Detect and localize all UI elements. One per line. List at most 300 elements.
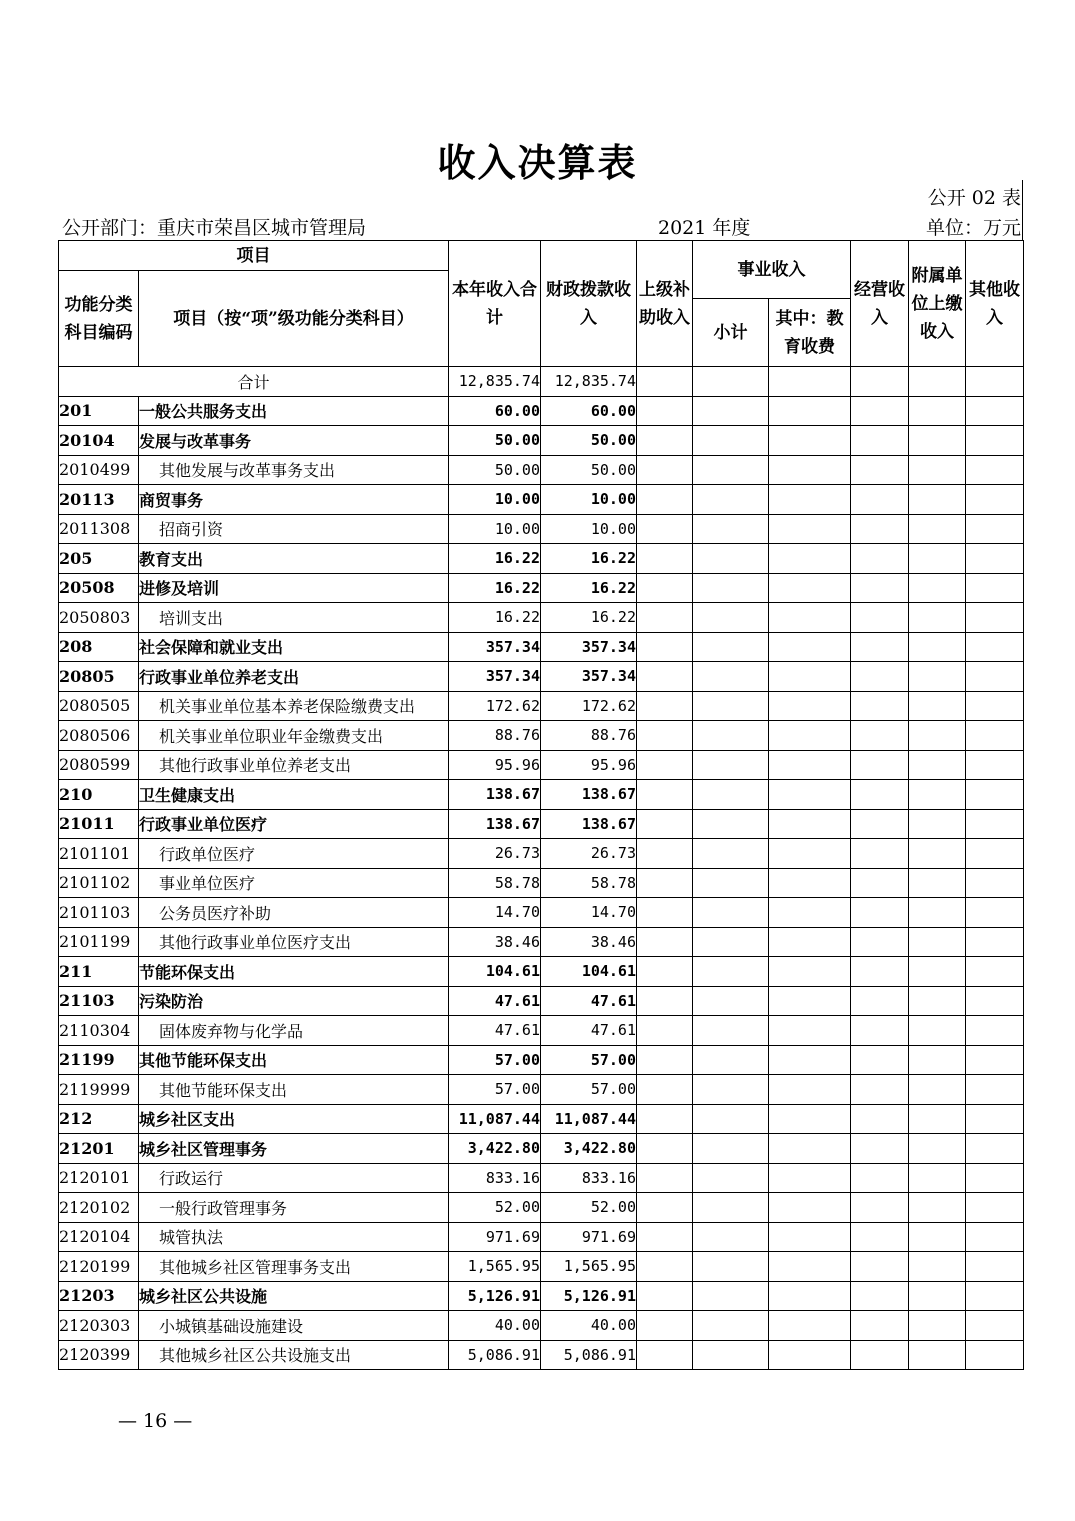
row-empty-cell xyxy=(909,1281,966,1311)
row-empty-cell xyxy=(693,1311,769,1341)
row-empty-cell xyxy=(693,603,769,633)
row-empty-cell xyxy=(637,514,693,544)
row-empty-cell xyxy=(909,750,966,780)
row-empty-cell xyxy=(693,1340,769,1370)
row-empty-cell xyxy=(851,1134,909,1164)
row-fiscal: 50.00 xyxy=(541,455,637,485)
table-row xyxy=(59,573,1024,603)
row-empty-cell xyxy=(966,1222,1024,1252)
row-empty-cell xyxy=(769,898,851,928)
row-name: 事业单位医疗 xyxy=(139,868,449,898)
row-code: 210 xyxy=(59,780,139,810)
row-fiscal: 95.96 xyxy=(541,750,637,780)
row-empty-cell xyxy=(769,396,851,426)
row-empty-cell xyxy=(851,455,909,485)
row-name: 其他节能环保支出 xyxy=(139,1075,449,1105)
row-empty-cell xyxy=(769,632,851,662)
row-empty-cell xyxy=(769,544,851,574)
row-empty-cell xyxy=(769,1045,851,1075)
row-code: 2010499 xyxy=(59,455,139,485)
total-label: 合计 xyxy=(59,367,449,397)
row-fiscal: 60.00 xyxy=(541,396,637,426)
row-code: 2101199 xyxy=(59,927,139,957)
row-fiscal: 1,565.95 xyxy=(541,1252,637,1282)
row-empty-cell xyxy=(693,868,769,898)
row-total: 172.62 xyxy=(449,691,541,721)
row-name: 商贸事务 xyxy=(139,485,449,515)
row-empty-cell xyxy=(637,1340,693,1370)
row-empty-cell xyxy=(637,721,693,751)
row-empty-cell xyxy=(769,426,851,456)
table-row xyxy=(59,1311,1024,1341)
row-empty-cell xyxy=(637,750,693,780)
row-empty-cell xyxy=(909,1016,966,1046)
row-empty-cell xyxy=(693,514,769,544)
row-empty-cell xyxy=(637,868,693,898)
row-name: 其他节能环保支出 xyxy=(139,1045,449,1075)
row-name: 其他行政事业单位医疗支出 xyxy=(139,927,449,957)
row-name: 城管执法 xyxy=(139,1222,449,1252)
row-empty-cell xyxy=(966,1016,1024,1046)
row-name: 节能环保支出 xyxy=(139,957,449,987)
row-empty-cell xyxy=(909,1311,966,1341)
row-empty-cell xyxy=(909,514,966,544)
header-fiscal: 财政拨款收入 xyxy=(541,241,637,367)
header-subtotal: 小计 xyxy=(693,299,769,367)
row-total: 58.78 xyxy=(449,868,541,898)
header-operating: 经营收入 xyxy=(851,241,909,367)
row-empty-cell xyxy=(909,603,966,633)
row-empty-cell xyxy=(769,927,851,957)
table-row xyxy=(59,927,1024,957)
row-empty-cell xyxy=(851,1104,909,1134)
row-code: 2119999 xyxy=(59,1075,139,1105)
row-code: 2110304 xyxy=(59,1016,139,1046)
row-name: 行政单位医疗 xyxy=(139,839,449,869)
row-fiscal: 16.22 xyxy=(541,603,637,633)
row-empty-cell xyxy=(909,957,966,987)
row-code: 20508 xyxy=(59,573,139,603)
row-total: 50.00 xyxy=(449,426,541,456)
row-empty-cell xyxy=(909,662,966,692)
row-empty-cell xyxy=(909,1340,966,1370)
row-empty-cell xyxy=(851,426,909,456)
row-empty-cell xyxy=(909,455,966,485)
row-name: 其他城乡社区管理事务支出 xyxy=(139,1252,449,1282)
row-empty-cell xyxy=(851,898,909,928)
row-total: 138.67 xyxy=(449,780,541,810)
row-code: 2120102 xyxy=(59,1193,139,1223)
row-empty-cell xyxy=(769,603,851,633)
table-row xyxy=(59,721,1024,751)
row-fiscal: 5,086.91 xyxy=(541,1340,637,1370)
row-empty-cell xyxy=(769,750,851,780)
row-total: 5,126.91 xyxy=(449,1281,541,1311)
row-empty-cell xyxy=(966,485,1024,515)
row-empty-cell xyxy=(851,868,909,898)
row-empty-cell xyxy=(851,1252,909,1282)
table-row xyxy=(59,1016,1024,1046)
table-row xyxy=(59,1163,1024,1193)
row-empty-cell xyxy=(693,750,769,780)
table-row xyxy=(59,603,1024,633)
row-empty-cell xyxy=(637,780,693,810)
row-fiscal: 357.34 xyxy=(541,662,637,692)
row-name: 行政事业单位养老支出 xyxy=(139,662,449,692)
row-code: 2080505 xyxy=(59,691,139,721)
row-empty-cell xyxy=(637,1075,693,1105)
row-empty-cell xyxy=(966,1193,1024,1223)
row-empty-cell xyxy=(966,1134,1024,1164)
table-row xyxy=(59,1045,1024,1075)
row-empty-cell xyxy=(851,1193,909,1223)
row-empty-cell xyxy=(966,573,1024,603)
row-empty-cell xyxy=(637,1104,693,1134)
row-empty-cell xyxy=(966,396,1024,426)
unit-label: 单位：万元 xyxy=(925,217,1021,239)
row-empty-cell xyxy=(637,839,693,869)
row-empty-cell xyxy=(851,750,909,780)
row-code: 20104 xyxy=(59,426,139,456)
row-empty-cell xyxy=(637,603,693,633)
row-empty-cell xyxy=(769,1252,851,1282)
row-name: 其他城乡社区公共设施支出 xyxy=(139,1340,449,1370)
row-name: 其他发展与改革事务支出 xyxy=(139,455,449,485)
row-empty-cell xyxy=(637,485,693,515)
row-fiscal: 10.00 xyxy=(541,514,637,544)
row-empty-cell xyxy=(966,632,1024,662)
row-name: 机关事业单位基本养老保险缴费支出 xyxy=(139,691,449,721)
row-fiscal: 58.78 xyxy=(541,868,637,898)
row-empty-cell xyxy=(909,544,966,574)
row-fiscal: 47.61 xyxy=(541,1016,637,1046)
row-empty-cell xyxy=(966,514,1024,544)
row-code: 21199 xyxy=(59,1045,139,1075)
row-total: 88.76 xyxy=(449,721,541,751)
row-fiscal: 138.67 xyxy=(541,780,637,810)
row-empty-cell xyxy=(693,455,769,485)
row-total: 47.61 xyxy=(449,1016,541,1046)
row-code: 21201 xyxy=(59,1134,139,1164)
row-total: 3,422.80 xyxy=(449,1134,541,1164)
row-total: 60.00 xyxy=(449,396,541,426)
row-empty-cell xyxy=(637,1045,693,1075)
row-fiscal: 50.00 xyxy=(541,426,637,456)
row-total: 11,087.44 xyxy=(449,1104,541,1134)
row-empty-cell xyxy=(637,957,693,987)
row-empty-cell xyxy=(693,780,769,810)
row-empty-cell xyxy=(637,544,693,574)
row-empty-cell xyxy=(637,898,693,928)
table-row xyxy=(59,809,1024,839)
row-empty-cell xyxy=(693,721,769,751)
row-code: 211 xyxy=(59,957,139,987)
row-total: 57.00 xyxy=(449,1045,541,1075)
row-empty-cell xyxy=(769,986,851,1016)
row-fiscal: 88.76 xyxy=(541,721,637,751)
row-code: 2120303 xyxy=(59,1311,139,1341)
row-empty-cell xyxy=(769,573,851,603)
row-empty-cell xyxy=(966,721,1024,751)
row-empty-cell xyxy=(769,1104,851,1134)
row-empty-cell xyxy=(966,957,1024,987)
row-name: 教育支出 xyxy=(139,544,449,574)
row-fiscal: 52.00 xyxy=(541,1193,637,1223)
row-total: 16.22 xyxy=(449,544,541,574)
row-name: 行政运行 xyxy=(139,1163,449,1193)
table-row xyxy=(59,1281,1024,1311)
row-empty-cell xyxy=(693,1163,769,1193)
row-empty-cell xyxy=(769,514,851,544)
row-name: 招商引资 xyxy=(139,514,449,544)
row-code: 21203 xyxy=(59,1281,139,1311)
row-empty-cell xyxy=(909,396,966,426)
row-empty-cell xyxy=(966,898,1024,928)
table-row xyxy=(59,1193,1024,1223)
header-education: 其中：教育收费 xyxy=(769,299,851,367)
row-code: 2050803 xyxy=(59,603,139,633)
row-empty-cell xyxy=(769,455,851,485)
income-table xyxy=(58,240,1024,1370)
row-fiscal: 5,126.91 xyxy=(541,1281,637,1311)
row-total: 50.00 xyxy=(449,455,541,485)
row-empty-cell xyxy=(769,1134,851,1164)
row-empty-cell xyxy=(637,1134,693,1164)
row-empty-cell xyxy=(693,544,769,574)
row-total: 16.22 xyxy=(449,573,541,603)
row-total: 1,565.95 xyxy=(449,1252,541,1282)
row-empty-cell xyxy=(851,839,909,869)
row-fiscal: 104.61 xyxy=(541,957,637,987)
row-name: 其他行政事业单位养老支出 xyxy=(139,750,449,780)
row-name: 进修及培训 xyxy=(139,573,449,603)
row-empty-cell xyxy=(637,662,693,692)
row-fiscal: 10.00 xyxy=(541,485,637,515)
row-total: 833.16 xyxy=(449,1163,541,1193)
row-empty-cell xyxy=(769,780,851,810)
row-empty-cell xyxy=(966,809,1024,839)
department-label: 公开部门：重庆市荣昌区城市管理局 xyxy=(62,217,367,239)
row-name: 城乡社区支出 xyxy=(139,1104,449,1134)
row-empty-cell xyxy=(693,1016,769,1046)
row-fiscal: 357.34 xyxy=(541,632,637,662)
row-code: 2120104 xyxy=(59,1222,139,1252)
row-fiscal: 3,422.80 xyxy=(541,1134,637,1164)
row-total: 357.34 xyxy=(449,632,541,662)
row-empty-cell xyxy=(966,780,1024,810)
row-code: 2080599 xyxy=(59,750,139,780)
row-empty-cell xyxy=(851,1075,909,1105)
row-name: 一般公共服务支出 xyxy=(139,396,449,426)
row-name: 社会保障和就业支出 xyxy=(139,632,449,662)
row-empty-cell xyxy=(909,868,966,898)
row-empty-cell xyxy=(851,957,909,987)
page-title: 收入决算表 xyxy=(437,140,638,185)
row-empty-cell xyxy=(909,1134,966,1164)
row-empty-cell xyxy=(769,721,851,751)
page-number: — 16 — xyxy=(118,1410,193,1432)
row-empty-cell xyxy=(769,662,851,692)
row-empty-cell xyxy=(693,898,769,928)
row-code: 20805 xyxy=(59,662,139,692)
table-row xyxy=(59,1340,1024,1370)
table-row xyxy=(59,839,1024,869)
header-total: 本年收入合计 xyxy=(449,241,541,367)
row-empty-cell xyxy=(909,691,966,721)
row-empty-cell xyxy=(909,1075,966,1105)
row-empty-cell xyxy=(693,573,769,603)
row-total: 5,086.91 xyxy=(449,1340,541,1370)
row-total: 10.00 xyxy=(449,514,541,544)
row-empty-cell xyxy=(851,1340,909,1370)
fiscal-year: 2021 年度 xyxy=(658,217,751,239)
row-empty-cell xyxy=(693,1104,769,1134)
row-empty-cell xyxy=(769,957,851,987)
row-name: 培训支出 xyxy=(139,603,449,633)
header-code: 功能分类科目编码 xyxy=(59,271,139,367)
row-empty-cell xyxy=(851,1163,909,1193)
row-empty-cell xyxy=(966,1252,1024,1282)
row-empty-cell xyxy=(637,1252,693,1282)
row-fiscal: 971.69 xyxy=(541,1222,637,1252)
row-fiscal: 40.00 xyxy=(541,1311,637,1341)
table-row xyxy=(59,898,1024,928)
row-empty-cell xyxy=(966,1163,1024,1193)
row-empty-cell xyxy=(637,455,693,485)
header-other: 其他收入 xyxy=(966,241,1024,367)
row-code: 2120399 xyxy=(59,1340,139,1370)
row-total: 138.67 xyxy=(449,809,541,839)
row-total: 40.00 xyxy=(449,1311,541,1341)
row-total: 52.00 xyxy=(449,1193,541,1223)
row-empty-cell xyxy=(966,662,1024,692)
table-row xyxy=(59,986,1024,1016)
row-code: 21011 xyxy=(59,809,139,839)
total-fiscal: 12,835.74 xyxy=(541,367,637,397)
row-name: 卫生健康支出 xyxy=(139,780,449,810)
row-total: 38.46 xyxy=(449,927,541,957)
row-empty-cell xyxy=(966,544,1024,574)
row-empty-cell xyxy=(909,927,966,957)
row-empty-cell xyxy=(966,750,1024,780)
total-income: 12,835.74 xyxy=(449,367,541,397)
row-fiscal: 11,087.44 xyxy=(541,1104,637,1134)
row-empty-cell xyxy=(909,573,966,603)
row-empty-cell xyxy=(851,691,909,721)
row-empty-cell xyxy=(966,1281,1024,1311)
row-empty-cell xyxy=(637,426,693,456)
row-empty-cell xyxy=(909,1163,966,1193)
row-empty-cell xyxy=(909,1104,966,1134)
row-empty-cell xyxy=(966,839,1024,869)
table-row xyxy=(59,957,1024,987)
header-name: 项目（按“项”级功能分类科目） xyxy=(139,271,449,367)
table-row xyxy=(59,632,1024,662)
row-fiscal: 833.16 xyxy=(541,1163,637,1193)
row-empty-cell xyxy=(693,809,769,839)
table-row xyxy=(59,426,1024,456)
row-fiscal: 38.46 xyxy=(541,927,637,957)
row-empty-cell xyxy=(637,986,693,1016)
row-name: 机关事业单位职业年金缴费支出 xyxy=(139,721,449,751)
table-row xyxy=(59,1252,1024,1282)
row-empty-cell xyxy=(966,426,1024,456)
row-empty-cell xyxy=(851,1281,909,1311)
row-empty-cell xyxy=(966,691,1024,721)
row-empty-cell xyxy=(909,1193,966,1223)
row-empty-cell xyxy=(769,868,851,898)
row-fiscal: 16.22 xyxy=(541,544,637,574)
table-row xyxy=(59,514,1024,544)
row-empty-cell xyxy=(693,426,769,456)
table-row xyxy=(59,485,1024,515)
row-empty-cell xyxy=(966,1045,1024,1075)
row-empty-cell xyxy=(851,485,909,515)
row-fiscal: 26.73 xyxy=(541,839,637,869)
row-code: 2101101 xyxy=(59,839,139,869)
row-fiscal: 172.62 xyxy=(541,691,637,721)
row-total: 95.96 xyxy=(449,750,541,780)
row-empty-cell xyxy=(966,455,1024,485)
row-name: 公务员医疗补助 xyxy=(139,898,449,928)
table-row xyxy=(59,780,1024,810)
row-empty-cell xyxy=(693,1281,769,1311)
row-code: 2120101 xyxy=(59,1163,139,1193)
row-empty-cell xyxy=(637,809,693,839)
header-project: 项目 xyxy=(59,241,449,271)
row-name: 一般行政管理事务 xyxy=(139,1193,449,1223)
table-row xyxy=(59,1104,1024,1134)
row-empty-cell xyxy=(851,721,909,751)
row-empty-cell xyxy=(769,1163,851,1193)
row-empty-cell xyxy=(909,898,966,928)
table-row xyxy=(59,396,1024,426)
row-empty-cell xyxy=(851,603,909,633)
row-empty-cell xyxy=(637,691,693,721)
row-name: 城乡社区管理事务 xyxy=(139,1134,449,1164)
row-empty-cell xyxy=(769,1281,851,1311)
header-affiliated: 附属单位上缴收入 xyxy=(909,241,966,367)
row-empty-cell xyxy=(637,573,693,603)
row-fiscal: 138.67 xyxy=(541,809,637,839)
row-empty-cell xyxy=(909,1252,966,1282)
row-empty-cell xyxy=(909,780,966,810)
row-total: 14.70 xyxy=(449,898,541,928)
row-code: 2101102 xyxy=(59,868,139,898)
row-fiscal: 57.00 xyxy=(541,1045,637,1075)
row-empty-cell xyxy=(909,809,966,839)
row-empty-cell xyxy=(851,632,909,662)
row-empty-cell xyxy=(637,1016,693,1046)
row-empty-cell xyxy=(966,1075,1024,1105)
table-row xyxy=(59,1075,1024,1105)
row-fiscal: 14.70 xyxy=(541,898,637,928)
row-empty-cell xyxy=(909,632,966,662)
form-number: 公开 02 表 xyxy=(927,187,1021,209)
row-code: 2080506 xyxy=(59,721,139,751)
row-empty-cell xyxy=(637,927,693,957)
row-empty-cell xyxy=(769,485,851,515)
table-row xyxy=(59,1134,1024,1164)
table-row xyxy=(59,544,1024,574)
row-empty-cell xyxy=(966,927,1024,957)
table-row xyxy=(59,455,1024,485)
form-divider xyxy=(1022,180,1023,240)
row-empty-cell xyxy=(851,986,909,1016)
row-empty-cell xyxy=(851,927,909,957)
row-empty-cell xyxy=(637,396,693,426)
row-empty-cell xyxy=(851,1016,909,1046)
